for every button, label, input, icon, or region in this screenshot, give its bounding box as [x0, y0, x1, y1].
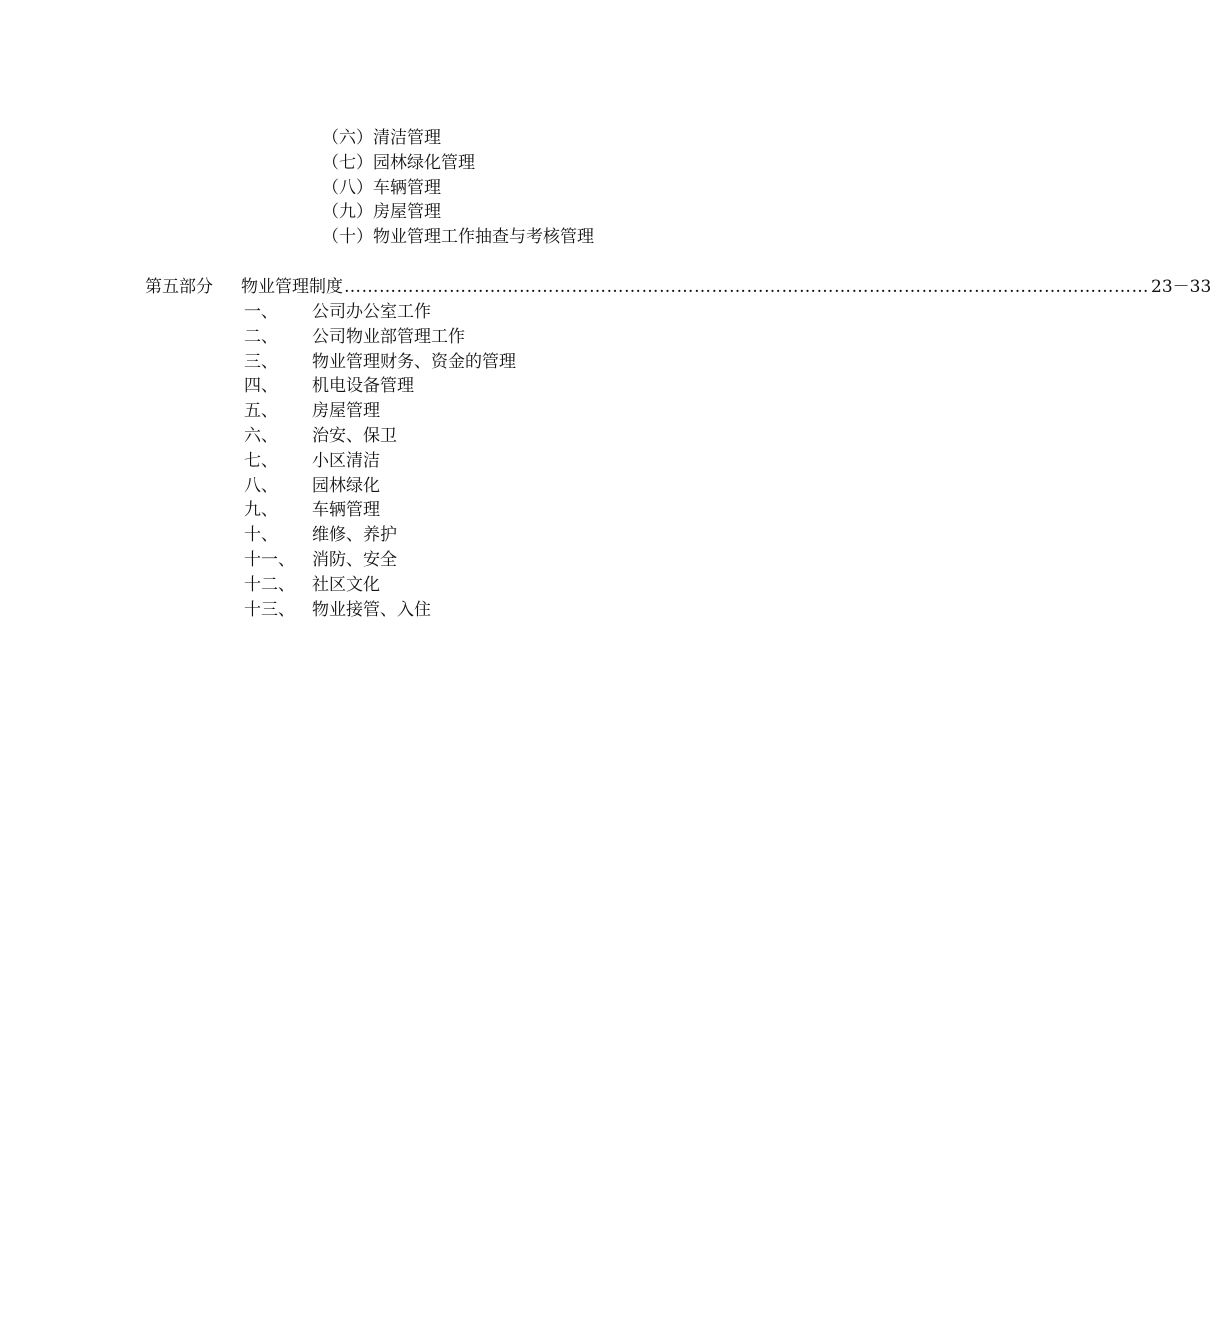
- page-range: 23－33: [1151, 277, 1211, 297]
- toc-chapter-item: [244, 300, 516, 325]
- chapter-number: 二、: [244, 326, 278, 347]
- toc-subsection-item: （六）清洁管理: [322, 128, 441, 148]
- part-title: 物业管理制度: [241, 277, 343, 297]
- toc-chapter-item: [244, 350, 516, 375]
- toc-chapter-item: [244, 449, 516, 474]
- dot-leader: …………………………………………………………………………………………………………………………: [344, 277, 1149, 297]
- toc-subsection-item: （七）园林绿化管理: [322, 152, 475, 173]
- toc-chapter-item: [244, 498, 516, 523]
- toc-chapter-item: [244, 474, 516, 499]
- chapter-list: [244, 300, 516, 622]
- chapter-title: 治安、保卫: [312, 425, 397, 446]
- toc-part-heading: [145, 275, 1211, 300]
- chapter-title: 房屋管理: [312, 401, 380, 422]
- chapter-title: 社区文化: [312, 574, 380, 595]
- chapter-title: 维修、养护: [312, 525, 397, 546]
- toc-chapter-item: [244, 598, 516, 623]
- chapter-title: 消防、安全: [312, 549, 397, 570]
- chapter-title: 小区清洁: [312, 450, 380, 471]
- chapter-number: 十三、: [244, 599, 295, 620]
- toc-chapter-item: [244, 399, 516, 424]
- chapter-number: 十一、: [244, 549, 295, 570]
- subsection-list: [322, 126, 594, 250]
- chapter-number: 一、: [244, 302, 278, 322]
- chapter-number: 三、: [244, 351, 278, 372]
- toc-chapter-item: [244, 374, 516, 399]
- chapter-number: 十二、: [244, 574, 295, 595]
- chapter-title: 公司物业部管理工作: [312, 326, 465, 347]
- chapter-number: 九、: [244, 500, 278, 521]
- toc-subsection-item: （八）车辆管理: [322, 177, 441, 198]
- chapter-title: 车辆管理: [312, 500, 380, 521]
- chapter-title: 物业管理财务、资金的管理: [312, 351, 516, 372]
- toc-chapter-item: [244, 523, 516, 548]
- chapter-title: 公司办公室工作: [312, 302, 431, 322]
- chapter-number: 七、: [244, 450, 278, 471]
- chapter-number: 八、: [244, 475, 278, 496]
- toc-chapter-item: [244, 424, 516, 449]
- part-label: 第五部分: [145, 277, 213, 297]
- toc-chapter-item: [244, 548, 516, 573]
- chapter-number: 五、: [244, 401, 278, 422]
- chapter-title: 物业接管、入住: [312, 599, 431, 620]
- chapter-number: 四、: [244, 376, 278, 397]
- chapter-title: 机电设备管理: [312, 376, 414, 397]
- toc-chapter-item: [244, 573, 516, 598]
- toc-subsection-item: （十）物业管理工作抽查与考核管理: [322, 227, 594, 248]
- toc-chapter-item: [244, 325, 516, 350]
- chapter-number: 六、: [244, 425, 278, 446]
- toc-subsection-item: （九）房屋管理: [322, 202, 441, 223]
- chapter-title: 园林绿化: [312, 475, 380, 496]
- chapter-number: 十、: [244, 525, 278, 546]
